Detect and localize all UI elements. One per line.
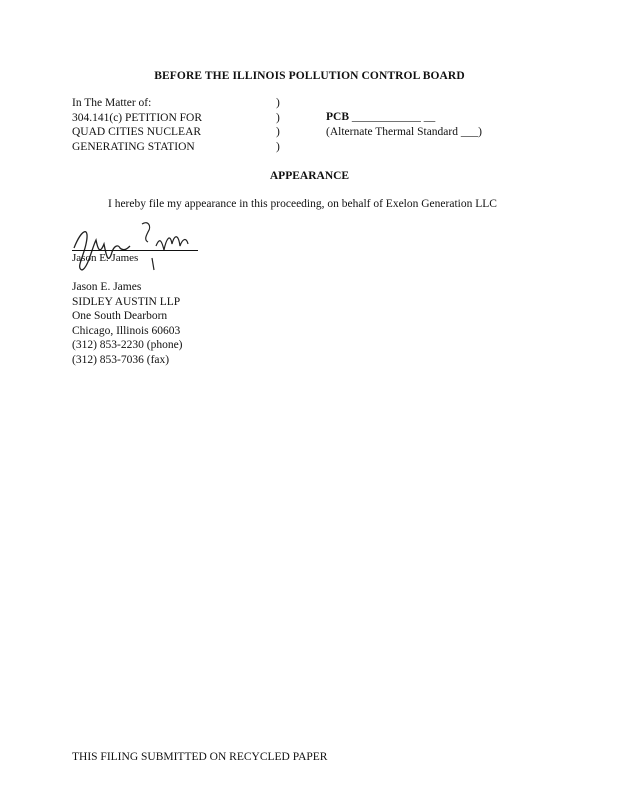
appearance-heading: APPEARANCE <box>269 170 350 182</box>
contact-line: Chicago, Illinois 60603 <box>72 324 181 337</box>
document-title: BEFORE THE ILLINOIS POLLUTION CONTROL BOARD <box>154 70 465 82</box>
recycled-paper-footer: THIS FILING SUBMITTED ON RECYCLED PAPER <box>72 751 328 763</box>
contact-block <box>72 280 183 368</box>
paren: ) <box>276 140 280 153</box>
caption-line: In The Matter of: <box>72 97 152 109</box>
signature-line <box>72 250 198 251</box>
pcb-number <box>326 111 435 123</box>
pcb-blank: ____________ __ <box>351 111 436 123</box>
pcb-label: PCB <box>326 111 349 123</box>
appearance-statement: I hereby file my appearance in this proceeding, on behalf of Exelon Generation LLC <box>108 198 497 210</box>
caption-line: QUAD CITIES NUCLEAR <box>72 126 202 138</box>
alternate-standard: (Alternate Thermal Standard ___) <box>326 126 482 138</box>
caption-matter <box>72 96 202 154</box>
paren: ) <box>276 97 280 109</box>
caption-parens <box>276 96 280 154</box>
caption-line: GENERATING STATION <box>72 140 195 153</box>
caption-line: 304.141(c) PETITION FOR <box>72 111 202 124</box>
contact-line: (312) 853-2230 (phone) <box>72 339 183 352</box>
contact-line: Jason E. James <box>72 281 142 293</box>
contact-line: One South Dearborn <box>72 310 168 323</box>
paren: ) <box>276 126 280 138</box>
contact-line: SIDLEY AUSTIN LLP <box>72 295 181 308</box>
contact-line: (312) 853-7036 (fax) <box>72 353 170 366</box>
signature-printed-name: Jason E. James <box>72 252 139 264</box>
handwritten-signature <box>68 218 198 278</box>
paren: ) <box>276 111 280 124</box>
